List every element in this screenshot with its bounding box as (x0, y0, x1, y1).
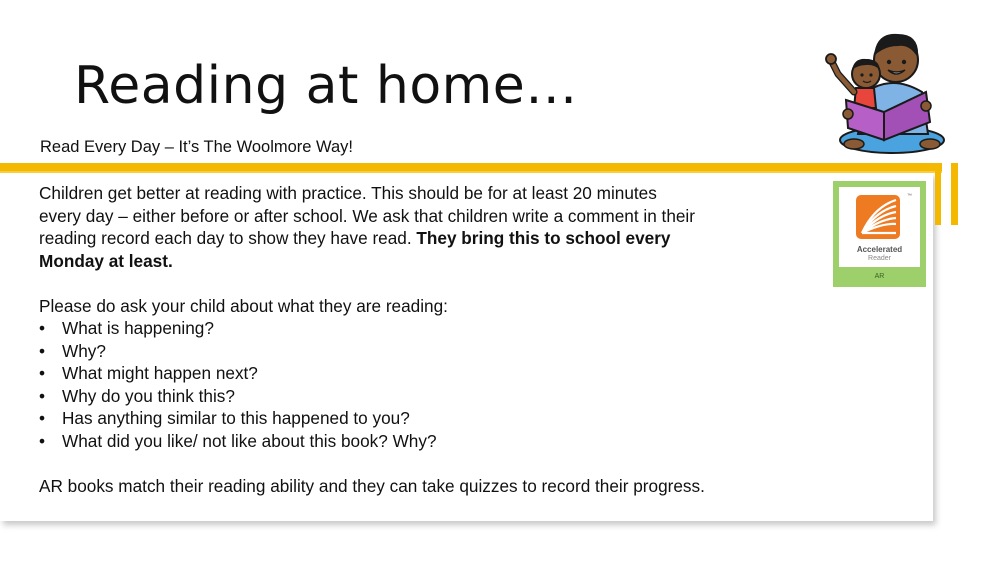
list-item: • What is happening? (39, 318, 214, 338)
bullet-icon: • (39, 363, 46, 383)
ar-book-icon (856, 195, 900, 239)
intro-paragraph (39, 182, 839, 272)
bullet-icon: • (39, 318, 46, 338)
list-item: • Has anything similar to this happened to you? (39, 408, 410, 428)
page-title: Reading at home… (74, 56, 578, 116)
ar-logo-sub: Reader (868, 255, 891, 262)
emphasis-text: They bring this to school every (416, 228, 671, 248)
accelerated-reader-logo (833, 181, 926, 287)
trademark-mark: ™ (907, 193, 912, 199)
paragraph-line: every day – either before or after school. We ask that children write a comment in their (39, 205, 695, 226)
accent-bar (0, 163, 942, 171)
prompt-text: Please do ask your child about what they are reading: (39, 295, 448, 316)
ar-logo-name: Accelerated (856, 245, 903, 254)
list-item: • What might happen next? (39, 363, 258, 383)
bullet-icon: • (39, 430, 46, 451)
question-list (39, 317, 839, 452)
subtitle: Read Every Day – It’s The Woolmore Way! (40, 138, 354, 156)
bullet-icon: • (39, 385, 46, 406)
list-item: • Why? (39, 340, 106, 361)
list-item: • What did you like/ not like about this book? Why? (39, 430, 437, 451)
bullet-icon: • (39, 408, 46, 428)
emphasis-text: Monday at least. (39, 250, 173, 271)
reading-family-clipart (818, 22, 948, 154)
paragraph-line: reading record each day to show they have read. (39, 228, 417, 248)
ar-logo-caption: AR (874, 273, 885, 280)
closing-text: AR books match their reading ability and they can take quizzes to record their progress. (39, 475, 705, 496)
paragraph-line: Children get better at reading with practice. This should be for at least 20 minutes (39, 183, 657, 203)
accent-bar-vertical (935, 163, 941, 225)
accent-bar-vertical (951, 163, 958, 225)
bullet-icon: • (39, 340, 46, 361)
list-item: • Why do you think this? (39, 385, 235, 406)
accent-bar-thin (0, 171, 942, 173)
body-text (39, 182, 839, 497)
